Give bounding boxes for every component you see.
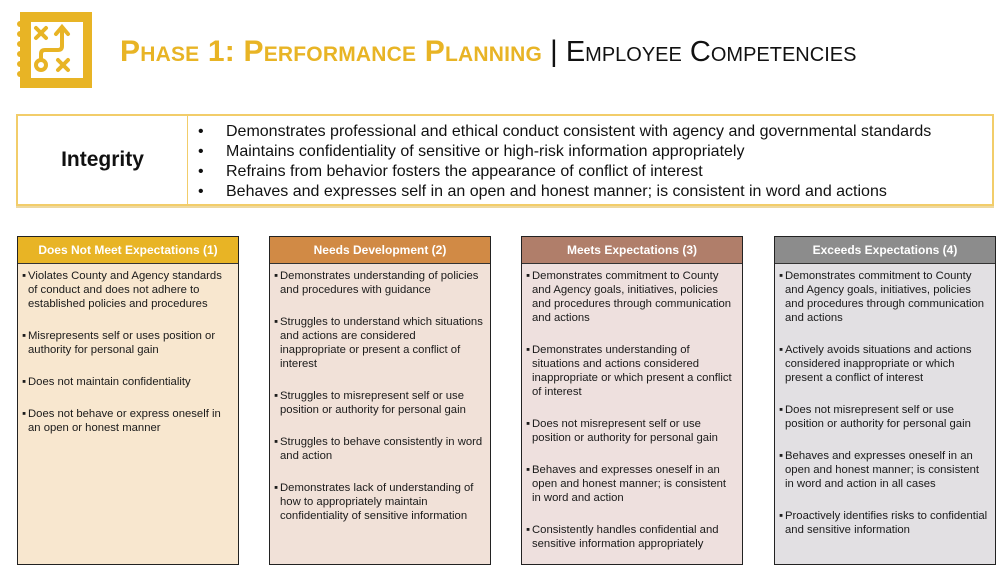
bullet-icon: ▪ <box>274 482 279 494</box>
level-header: Exceeds Expectations (4) <box>775 237 995 264</box>
phase-title: Phase 1: Performance Planning <box>120 35 543 68</box>
list-item: ▪ Violates County and Agency standards of conduct and does not adhere to established policies and procedures <box>22 270 222 310</box>
bullet-icon: ▪ <box>526 418 531 430</box>
list-item: ▪ Struggles to behave consistently in word and action <box>274 436 483 462</box>
list-item: ▪ Does not misrepresent self or use position or authority for personal gain <box>779 404 971 430</box>
competency-point: • Demonstrates professional and ethical conduct consistent with agency and governmental standards <box>198 123 932 140</box>
section-subtitle: Employee Competencies <box>565 35 857 68</box>
bullet-icon: ▪ <box>274 436 279 448</box>
list-item: ▪ Struggles to understand which situations and actions are considered inappropriate or present a conflict of interest <box>274 316 483 370</box>
bullet-icon: ▪ <box>526 524 531 536</box>
bullet-icon: ▪ <box>22 376 27 388</box>
bullet-icon: • <box>198 163 204 180</box>
bullet-icon: ▪ <box>22 408 27 420</box>
level-body <box>522 264 742 551</box>
competency-name: Integrity <box>18 116 188 204</box>
list-item: ▪ Does not misrepresent self or use position or authority for personal gain <box>526 418 718 444</box>
level-body <box>270 264 490 523</box>
list-item: ▪ Consistently handles confidential and sensitive information appropriately <box>526 524 719 550</box>
bullet-icon: • <box>198 143 204 160</box>
list-item: ▪ Behaves and expresses oneself in an open and honest manner; is consistent in word and action <box>526 464 727 504</box>
bullet-icon: ▪ <box>526 344 531 356</box>
bullet-icon: ▪ <box>779 450 784 462</box>
list-item: ▪ Demonstrates understanding of situations and actions considered inappropriate or which present a conflict of interest <box>526 344 732 398</box>
list-item: ▪ Behaves and expresses oneself in an open and honest manner; is consistent in word and action in all cases <box>779 450 980 490</box>
list-item: ▪ Does not maintain confidentiality <box>22 376 191 388</box>
list-item: ▪ Actively avoids situations and actions considered inappropriate or which present a conflict of interest <box>779 344 972 384</box>
level-body <box>18 264 238 435</box>
title-separator: | <box>550 35 558 68</box>
competency-point: • Maintains confidentiality of sensitive or high-risk information appropriately <box>198 143 745 160</box>
level-column-exceeds <box>774 236 996 565</box>
list-item: ▪ Demonstrates commitment to County and Agency goals, initiatives, policies and procedures through communication and actions <box>779 270 985 324</box>
level-header: Needs Development (2) <box>270 237 490 264</box>
bullet-icon: ▪ <box>22 270 27 282</box>
bullet-icon: • <box>198 123 204 140</box>
level-header: Meets Expectations (3) <box>522 237 742 264</box>
bullet-icon: ▪ <box>526 270 531 282</box>
list-item: ▪ Struggles to misrepresent self or use position or authority for personal gain <box>274 390 466 416</box>
bullet-icon: ▪ <box>779 404 784 416</box>
bullet-icon: ▪ <box>779 344 784 356</box>
competency-points <box>188 116 931 204</box>
list-item: ▪ Demonstrates lack of understanding of how to appropriately maintain confidentiality of sensitive information <box>274 482 474 522</box>
level-column-meets <box>521 236 743 565</box>
bullet-icon: ▪ <box>274 390 279 402</box>
bullet-icon: ▪ <box>779 510 784 522</box>
list-item: ▪ Does not behave or express oneself in an open or honest manner <box>22 408 221 434</box>
competency-definition-box <box>16 114 994 206</box>
level-body <box>775 264 995 537</box>
level-column-does-not-meet <box>17 236 239 565</box>
level-header: Does Not Meet Expectations (1) <box>18 237 238 264</box>
bullet-icon: • <box>198 183 204 200</box>
strategy-plan-icon <box>14 10 94 90</box>
competency-point: • Refrains from behavior fosters the appearance of conflict of interest <box>198 163 703 180</box>
bullet-icon: ▪ <box>779 270 784 282</box>
page-title <box>120 30 856 74</box>
bullet-icon: ▪ <box>526 464 531 476</box>
bullet-icon: ▪ <box>22 330 27 342</box>
bullet-icon: ▪ <box>274 316 279 328</box>
bullet-icon: ▪ <box>274 270 279 282</box>
list-item: ▪ Proactively identifies risks to confidential and sensitive information <box>779 510 988 536</box>
level-column-needs-development <box>269 236 491 565</box>
list-item: ▪ Demonstrates understanding of policies and procedures with guidance <box>274 270 479 296</box>
list-item: ▪ Demonstrates commitment to County and Agency goals, initiatives, policies and procedures through communication and actions <box>526 270 732 324</box>
list-item: ▪ Misrepresents self or uses position or authority for personal gain <box>22 330 216 356</box>
competency-point: • Behaves and expresses self in an open and honest manner; is consistent in word and actions <box>198 183 887 200</box>
